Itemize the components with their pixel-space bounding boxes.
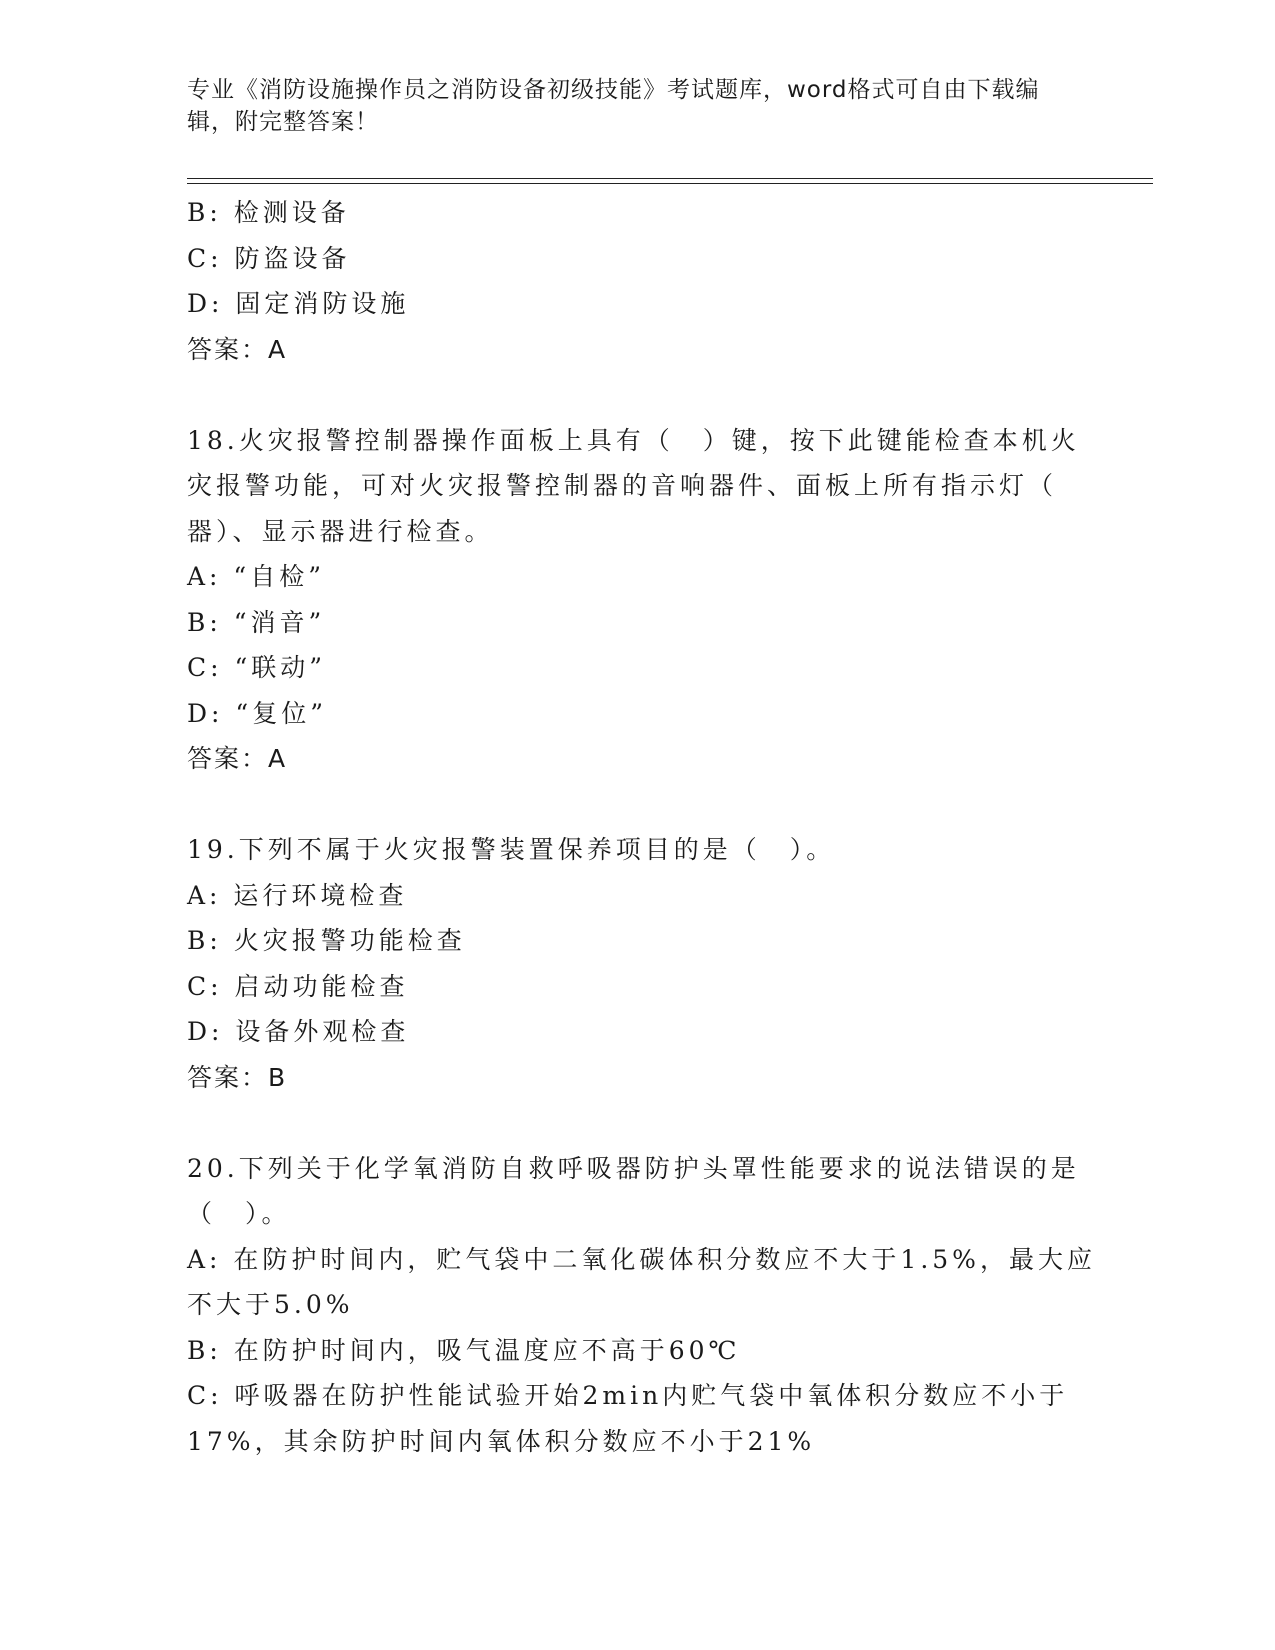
option-b: B: 检测设备 — [187, 198, 350, 227]
option-b: B: “消音” — [187, 607, 326, 637]
question-19 — [187, 827, 1087, 1100]
option-b: B: 在防护时间内，吸气温度应不高于60℃ — [187, 1335, 741, 1365]
document-header — [187, 74, 1087, 138]
option-a-continuation: 不大于5.0% — [187, 1290, 354, 1319]
option-c: C: 启动功能检查 — [187, 971, 409, 1001]
question-stem: 灾报警功能，可对火灾报警控制器的音响器件、面板上所有指示灯（ — [187, 471, 1058, 500]
header-line-2: 辑，附完整答案！ — [187, 109, 379, 135]
answer-line: 答案：A — [187, 334, 288, 364]
header-line-1: 专业《消防设施操作员之消防设备初级技能》考试题库，word格式可自由下载编 — [187, 77, 1040, 103]
answer-line: 答案：A — [187, 744, 288, 773]
question-18 — [187, 418, 1087, 782]
question-stem: 器）、显示器进行检查。 — [187, 516, 494, 546]
option-c: C: “联动” — [187, 653, 327, 682]
option-d: D: 设备外观检查 — [187, 1017, 410, 1046]
option-d: D: 固定消防设施 — [187, 289, 410, 318]
question-stem: （ ）。 — [187, 1199, 291, 1228]
header-divider-top — [187, 178, 1153, 179]
question-stem: 19.下列不属于火灾报警装置保养项目的是（ ）。 — [187, 835, 836, 864]
option-d: D: “复位” — [187, 698, 327, 728]
spacer — [187, 782, 1087, 828]
option-c: C: 防盗设备 — [187, 243, 351, 273]
answer-line: 答案：B — [187, 1062, 288, 1092]
option-c-continuation: 17%，其余防护时间内氧体积分数应不小于21% — [187, 1426, 816, 1456]
option-a: A: 运行环境检查 — [187, 880, 408, 910]
question-17-continuation — [187, 190, 1087, 372]
spacer — [187, 372, 1087, 418]
question-20 — [187, 1146, 1096, 1465]
document-body — [187, 190, 1096, 1464]
option-a: A: “自检” — [187, 562, 325, 591]
option-b: B: 火灾报警功能检查 — [187, 926, 466, 955]
header-divider-bottom — [187, 183, 1153, 184]
question-stem: 18.火灾报警控制器操作面板上具有（ ）键，按下此键能检查本机火 — [187, 425, 1080, 455]
question-stem: 20.下列关于化学氧消防自救呼吸器防护头罩性能要求的说法错误的是 — [187, 1153, 1080, 1183]
option-a: A: 在防护时间内，贮气袋中二氧化碳体积分数应不大于1.5%，最大应 — [187, 1244, 1096, 1274]
spacer — [187, 1100, 1087, 1146]
option-c: C: 呼吸器在防护性能试验开始2min内贮气袋中氧体积分数应不小于 — [187, 1381, 1069, 1410]
